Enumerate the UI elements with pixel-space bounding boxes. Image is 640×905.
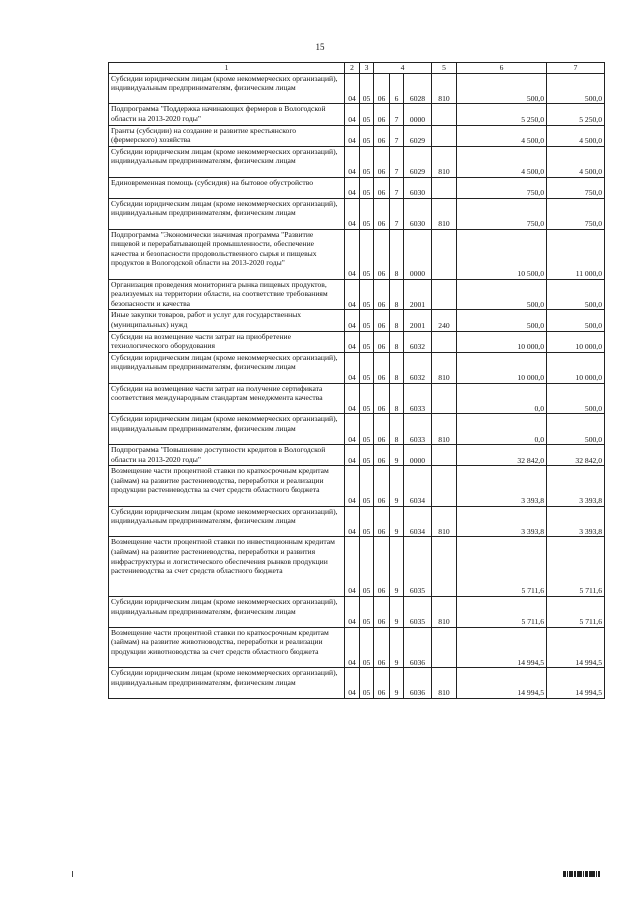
cell-expense-type (432, 331, 457, 352)
table-row (109, 177, 605, 198)
cell-subsection: 05 (360, 73, 374, 104)
table-row (109, 104, 605, 125)
cell-subsection: 05 (360, 125, 374, 146)
cell-amount-year-1: 10 000,0 (457, 352, 547, 383)
header-col-4: 4 (374, 63, 432, 74)
cell-section: 04 (345, 414, 360, 445)
header-col-1: 1 (109, 63, 345, 74)
cell-program-code: 06 (374, 104, 390, 125)
table-row (109, 279, 605, 310)
cell-program-code: 06 (374, 146, 390, 177)
cell-subsection: 05 (360, 466, 374, 506)
table-row (109, 537, 605, 597)
cell-name: Субсидии юридическим лицам (кроме некоммерческих организаций), индивидуальным предпринимателям, физическим лицам (109, 506, 345, 537)
cell-section: 04 (345, 352, 360, 383)
cell-section: 04 (345, 177, 360, 198)
table-row (109, 331, 605, 352)
table-row (109, 73, 605, 104)
cell-name: Возмещение части процентной ставки по инвестиционным кредитам (займам) на развитие растениеводства, переработки и развития инфраструктуры и логистического обеспечения рынков продукции растениеводства за счет средств областного бюджета (109, 537, 345, 597)
cell-section: 04 (345, 627, 360, 667)
cell-program-code: 06 (374, 445, 390, 466)
cell-subsection: 05 (360, 352, 374, 383)
cell-amount-year-1: 500,0 (457, 73, 547, 104)
cell-amount-year-1: 4 500,0 (457, 146, 547, 177)
cell-program-code: 06 (374, 331, 390, 352)
cell-amount-year-1: 500,0 (457, 310, 547, 331)
cell-section: 04 (345, 104, 360, 125)
cell-amount-year-1: 14 994,5 (457, 668, 547, 699)
cell-subprogram-code: 8 (390, 352, 404, 383)
cell-subprogram-code: 9 (390, 506, 404, 537)
cell-subsection: 05 (360, 279, 374, 310)
cell-article-code: 6035 (404, 537, 432, 597)
cell-amount-year-2: 4 500,0 (547, 125, 605, 146)
cell-amount-year-1: 3 393,8 (457, 466, 547, 506)
cell-amount-year-1: 14 994,5 (457, 627, 547, 667)
cell-amount-year-1: 500,0 (457, 279, 547, 310)
cell-amount-year-2: 3 393,8 (547, 506, 605, 537)
cell-amount-year-2: 500,0 (547, 73, 605, 104)
cell-subprogram-code: 7 (390, 104, 404, 125)
cell-name: Подпрограмма "Экономически значимая программа "Развитие пищевой и перерабатывающей промышленности, обеспечение качества и безопасности продовольственного сырья и пищевых продуктов в Вологодской области на 2013-2020 годы" (109, 229, 345, 279)
cell-subsection: 05 (360, 229, 374, 279)
cell-program-code: 06 (374, 627, 390, 667)
cell-article-code: 6035 (404, 597, 432, 628)
cell-article-code: 2001 (404, 279, 432, 310)
cell-name: Подпрограмма "Поддержка начинающих фермеров в Вологодской области на 2013-2020 годы" (109, 104, 345, 125)
table-row (109, 125, 605, 146)
cell-subsection: 05 (360, 668, 374, 699)
scan-barcode-mark (540, 871, 600, 877)
cell-program-code: 06 (374, 383, 390, 414)
table-row (109, 627, 605, 667)
cell-section: 04 (345, 445, 360, 466)
cell-name: Субсидии юридическим лицам (кроме некоммерческих организаций), индивидуальным предпринимателям, физическим лицам (109, 73, 345, 104)
table-row (109, 146, 605, 177)
table-row (109, 597, 605, 628)
cell-article-code: 6034 (404, 506, 432, 537)
cell-expense-type: 810 (432, 414, 457, 445)
cell-expense-type: 810 (432, 146, 457, 177)
table-row (109, 310, 605, 331)
table-row (109, 506, 605, 537)
cell-name: Подпрограмма "Повышение доступности кредитов в Вологодской области на 2013-2020 годы" (109, 445, 345, 466)
cell-subprogram-code: 7 (390, 146, 404, 177)
cell-name: Организация проведения мониторинга рынка пищевых продуктов, реализуемых на территории области, на соответствие требованиям безопасности и качества (109, 279, 345, 310)
cell-expense-type (432, 445, 457, 466)
cell-subsection: 05 (360, 627, 374, 667)
cell-expense-type (432, 537, 457, 597)
cell-subprogram-code: 9 (390, 627, 404, 667)
cell-article-code: 6032 (404, 331, 432, 352)
cell-article-code: 6036 (404, 627, 432, 667)
scan-margin-mark (72, 871, 73, 877)
cell-article-code: 6029 (404, 125, 432, 146)
cell-program-code: 06 (374, 537, 390, 597)
cell-amount-year-2: 5 250,0 (547, 104, 605, 125)
cell-name: Единовременная помощь (субсидия) на бытовое обустройство (109, 177, 345, 198)
cell-program-code: 06 (374, 466, 390, 506)
cell-program-code: 06 (374, 310, 390, 331)
cell-subprogram-code: 8 (390, 331, 404, 352)
cell-article-code: 6036 (404, 668, 432, 699)
cell-subprogram-code: 6 (390, 73, 404, 104)
cell-section: 04 (345, 125, 360, 146)
cell-article-code: 0000 (404, 229, 432, 279)
cell-amount-year-1: 5 250,0 (457, 104, 547, 125)
cell-article-code: 6034 (404, 466, 432, 506)
cell-amount-year-1: 5 711,6 (457, 537, 547, 597)
cell-amount-year-2: 11 000,0 (547, 229, 605, 279)
cell-expense-type (432, 125, 457, 146)
cell-section: 04 (345, 73, 360, 104)
cell-amount-year-2: 500,0 (547, 383, 605, 414)
cell-section: 04 (345, 310, 360, 331)
cell-article-code: 6033 (404, 383, 432, 414)
cell-expense-type: 810 (432, 198, 457, 229)
cell-amount-year-2: 4 500,0 (547, 146, 605, 177)
table-row (109, 414, 605, 445)
cell-name: Субсидии юридическим лицам (кроме некоммерческих организаций), индивидуальным предпринимателям, физическим лицам (109, 668, 345, 699)
cell-subprogram-code: 9 (390, 466, 404, 506)
header-col-2: 2 (345, 63, 360, 74)
cell-expense-type (432, 383, 457, 414)
cell-section: 04 (345, 331, 360, 352)
cell-program-code: 06 (374, 506, 390, 537)
cell-amount-year-2: 750,0 (547, 177, 605, 198)
cell-name: Субсидии на возмещение части затрат на получение сертификата соответствия международным стандартам менеджмента качества (109, 383, 345, 414)
cell-section: 04 (345, 229, 360, 279)
cell-amount-year-2: 500,0 (547, 310, 605, 331)
cell-subsection: 05 (360, 383, 374, 414)
cell-subsection: 05 (360, 506, 374, 537)
cell-amount-year-2: 14 994,5 (547, 668, 605, 699)
cell-name: Иные закупки товаров, работ и услуг для государственных (муниципальных) нужд (109, 310, 345, 331)
cell-amount-year-1: 10 000,0 (457, 331, 547, 352)
cell-subprogram-code: 7 (390, 198, 404, 229)
cell-name: Возмещение части процентной ставки по краткосрочным кредитам (займам) на развитие животноводства, переработки и реализации продукции животноводства за счет средств областного бюджета (109, 627, 345, 667)
page-number: 15 (315, 42, 325, 52)
cell-name: Субсидии юридическим лицам (кроме некоммерческих организаций), индивидуальным предпринимателям, физическим лицам (109, 597, 345, 628)
cell-program-code: 06 (374, 597, 390, 628)
cell-amount-year-1: 5 711,6 (457, 597, 547, 628)
table-row (109, 198, 605, 229)
cell-name: Субсидии юридическим лицам (кроме некоммерческих организаций), индивидуальным предпринимателям, физическим лицам (109, 146, 345, 177)
cell-amount-year-2: 500,0 (547, 414, 605, 445)
cell-expense-type (432, 279, 457, 310)
cell-subprogram-code: 9 (390, 537, 404, 597)
table-row (109, 352, 605, 383)
cell-name: Субсидии юридическим лицам (кроме некоммерческих организаций), индивидуальным предпринимателям, физическим лицам (109, 414, 345, 445)
cell-expense-type: 810 (432, 352, 457, 383)
cell-article-code: 6032 (404, 352, 432, 383)
cell-subprogram-code: 9 (390, 597, 404, 628)
cell-subprogram-code: 7 (390, 177, 404, 198)
table-header-row (109, 63, 605, 74)
cell-subsection: 05 (360, 198, 374, 229)
cell-subprogram-code: 7 (390, 125, 404, 146)
table-row (109, 229, 605, 279)
cell-article-code: 0000 (404, 104, 432, 125)
cell-program-code: 06 (374, 279, 390, 310)
cell-name: Субсидии юридическим лицам (кроме некоммерческих организаций), индивидуальным предпринимателям, физическим лицам (109, 352, 345, 383)
cell-name: Субсидии юридическим лицам (кроме некоммерческих организаций), индивидуальным предпринимателям, физическим лицам (109, 198, 345, 229)
cell-section: 04 (345, 279, 360, 310)
cell-expense-type: 810 (432, 597, 457, 628)
cell-subsection: 05 (360, 414, 374, 445)
cell-section: 04 (345, 198, 360, 229)
cell-program-code: 06 (374, 198, 390, 229)
cell-section: 04 (345, 466, 360, 506)
cell-program-code: 06 (374, 414, 390, 445)
cell-amount-year-1: 4 500,0 (457, 125, 547, 146)
cell-amount-year-2: 14 994,5 (547, 627, 605, 667)
cell-expense-type (432, 466, 457, 506)
cell-amount-year-1: 0,0 (457, 414, 547, 445)
cell-name: Гранты (субсидии) на создание и развитие крестьянского (фермерского) хозяйства (109, 125, 345, 146)
cell-amount-year-1: 10 500,0 (457, 229, 547, 279)
cell-amount-year-2: 3 393,8 (547, 466, 605, 506)
cell-section: 04 (345, 506, 360, 537)
cell-amount-year-2: 32 842,0 (547, 445, 605, 466)
cell-subsection: 05 (360, 331, 374, 352)
cell-amount-year-1: 3 393,8 (457, 506, 547, 537)
cell-article-code: 0000 (404, 445, 432, 466)
cell-expense-type: 240 (432, 310, 457, 331)
cell-subprogram-code: 8 (390, 414, 404, 445)
cell-amount-year-1: 32 842,0 (457, 445, 547, 466)
cell-expense-type (432, 177, 457, 198)
header-col-7: 7 (547, 63, 605, 74)
header-col-3: 3 (360, 63, 374, 74)
cell-article-code: 6030 (404, 198, 432, 229)
cell-subprogram-code: 9 (390, 668, 404, 699)
cell-name: Возмещение части процентной ставки по краткосрочным кредитам (займам) на развитие растениеводства, переработки и реализации продукции растениеводства за счет средств областного бюджета (109, 466, 345, 506)
table-row (109, 383, 605, 414)
cell-expense-type (432, 104, 457, 125)
cell-subsection: 05 (360, 146, 374, 177)
cell-amount-year-2: 500,0 (547, 279, 605, 310)
cell-section: 04 (345, 383, 360, 414)
cell-subsection: 05 (360, 597, 374, 628)
cell-subprogram-code: 8 (390, 279, 404, 310)
cell-amount-year-2: 750,0 (547, 198, 605, 229)
header-col-6: 6 (457, 63, 547, 74)
cell-subsection: 05 (360, 445, 374, 466)
cell-amount-year-2: 10 000,0 (547, 352, 605, 383)
cell-article-code: 6029 (404, 146, 432, 177)
cell-amount-year-1: 750,0 (457, 177, 547, 198)
cell-amount-year-1: 0,0 (457, 383, 547, 414)
cell-subsection: 05 (360, 104, 374, 125)
cell-article-code: 2001 (404, 310, 432, 331)
cell-section: 04 (345, 668, 360, 699)
cell-expense-type (432, 229, 457, 279)
cell-program-code: 06 (374, 352, 390, 383)
table-row (109, 445, 605, 466)
cell-subprogram-code: 8 (390, 229, 404, 279)
table-row (109, 668, 605, 699)
cell-expense-type: 810 (432, 668, 457, 699)
cell-expense-type (432, 627, 457, 667)
header-col-5: 5 (432, 63, 457, 74)
cell-amount-year-1: 750,0 (457, 198, 547, 229)
cell-subsection: 05 (360, 310, 374, 331)
cell-section: 04 (345, 597, 360, 628)
cell-program-code: 06 (374, 177, 390, 198)
cell-amount-year-2: 5 711,6 (547, 537, 605, 597)
cell-name: Субсидии на возмещение части затрат на приобретение технологического оборудования (109, 331, 345, 352)
cell-subprogram-code: 8 (390, 310, 404, 331)
cell-section: 04 (345, 146, 360, 177)
cell-program-code: 06 (374, 229, 390, 279)
cell-program-code: 06 (374, 125, 390, 146)
cell-subprogram-code: 8 (390, 383, 404, 414)
cell-program-code: 06 (374, 73, 390, 104)
cell-amount-year-2: 10 000,0 (547, 331, 605, 352)
cell-program-code: 06 (374, 668, 390, 699)
cell-article-code: 6033 (404, 414, 432, 445)
table-row (109, 466, 605, 506)
cell-subsection: 05 (360, 537, 374, 597)
cell-amount-year-2: 5 711,6 (547, 597, 605, 628)
budget-table (108, 62, 605, 699)
cell-section: 04 (345, 537, 360, 597)
cell-article-code: 6028 (404, 73, 432, 104)
cell-article-code: 6030 (404, 177, 432, 198)
cell-expense-type: 810 (432, 73, 457, 104)
cell-expense-type: 810 (432, 506, 457, 537)
cell-subprogram-code: 9 (390, 445, 404, 466)
cell-subsection: 05 (360, 177, 374, 198)
